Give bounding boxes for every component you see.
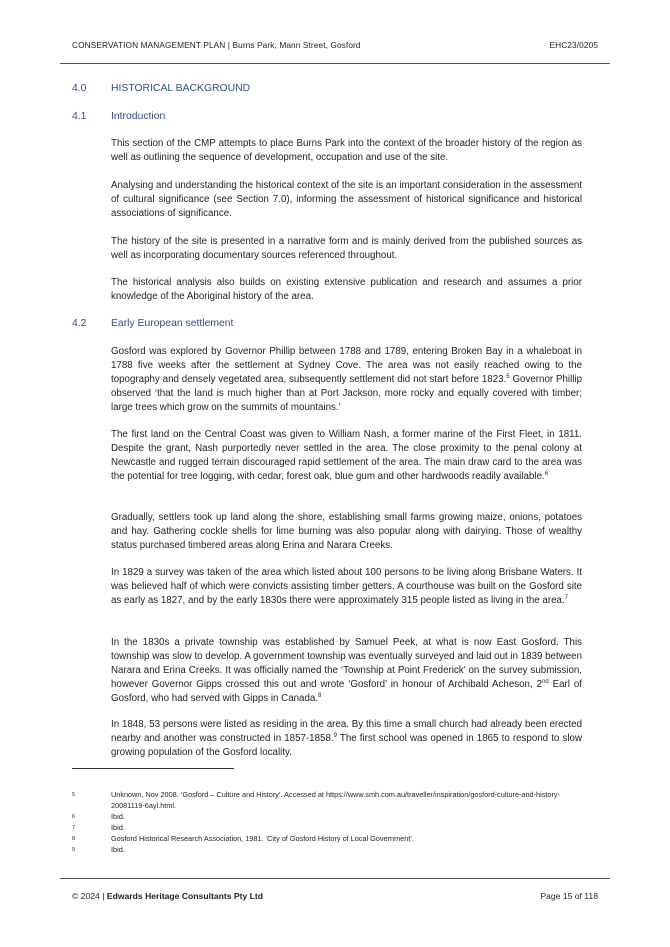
subsection-number: 4.1 xyxy=(72,111,87,122)
footnote-number: 8 xyxy=(72,836,75,842)
footnote-ref[interactable]: 8 xyxy=(318,693,322,700)
footnote-number: 7 xyxy=(72,825,75,831)
page-footer xyxy=(72,891,598,901)
footnote-ref[interactable]: 5 xyxy=(506,373,510,380)
footnote-text: Gosford Historical Research Association, 1981. ‘City of Gosford History of Local Government’. xyxy=(111,834,414,843)
header-title: CONSERVATION MANAGEMENT PLAN | Burns Park, Mann Street, Gosford xyxy=(72,40,361,50)
paragraph: In 1848, 53 persons were listed as residing in the area. By this time a small church had already been erected nearby and another was constructed in 1857-1858.$^9$ The first school was opened in 1865 to respond to slow growing population of the Gosford locality. xyxy=(111,719,582,759)
footer-copyright: © 2024 | Edwards Heritage Consultants Pty Ltd xyxy=(72,891,264,901)
footnote-number: 9 xyxy=(72,847,75,853)
subsection-heading-introduction xyxy=(72,111,165,122)
header-rule xyxy=(60,63,610,64)
footnote-text: Ibid. xyxy=(111,812,125,821)
paragraph: The first land on the Central Coast was given to William Nash, a former marine of the First Fleet, in 1811. Despite the grant, Nash purportedly never settled in the area. The close proximity to the penal colony at Newcastle and rugged terrain discouraged rapid settlement of the area. The main draw card to the area was the potential for tree logging, with cedar, forest oak, blue gum and other hardwoods readily available.$^6$ xyxy=(111,429,582,483)
footnote xyxy=(72,845,582,856)
paragraph: Gradually, settlers took up land along the shore, establishing small farms growing maize, onions, potatoes and hay. Gathering cockle shells for lime burning was also popular along with dairying. Those of wealthy status purchased timbered areas along Erina and Narara Creeks. xyxy=(111,512,582,552)
footnote-ref[interactable]: 9 xyxy=(333,732,337,739)
paragraph: The history of the site is presented in a narrative form and is mainly derived from the published sources as well as incorporating documentary sources referenced throughout. xyxy=(111,236,582,262)
footnote-ref[interactable]: 6 xyxy=(544,471,548,478)
footnote-number: 6 xyxy=(72,814,75,820)
footnote-text: Ibid. xyxy=(111,823,125,832)
footnote xyxy=(72,812,582,823)
paragraph: In 1829 a survey was taken of the area which listed about 100 persons to be living along Brisbane Waters. It was believed half of which were convicts assisting timber getters. A courthouse was built on the Gosford site as early as 1827, and by the early 1830s there were approximately 315 people listed as living in the area.$^7$ xyxy=(111,567,582,607)
footnote-text: Ibid. xyxy=(111,845,125,854)
section-title: HISTORICAL BACKGROUND xyxy=(111,83,251,94)
footer-rule xyxy=(60,878,610,879)
footnote-text: Unknown, Nov 2008. ‘Gosford – Culture and History’. Accessed at https://www.smh.com.au/traveller/inspiration/gosford-culture-and-history-20081119-6ayl.html. xyxy=(111,790,560,810)
subsection-title: Early European settlement xyxy=(111,318,234,329)
section-number: 4.0 xyxy=(72,83,87,94)
footnote xyxy=(72,834,582,845)
page-header xyxy=(72,40,598,50)
footnote-separator xyxy=(72,768,234,769)
paragraph: Gosford was explored by Governor Phillip between 1788 and 1789, entering Broken Bay in a whaleboat in 1788 five weeks after the settlement at Sydney Cove. The area was not easily reached owing to the topography and densely vegetated area, subsequently settlement did not start before 1823.$^5$ Governor Phillip observed ‘that the land is much higher than at Port Jackson, more rocky and equally covered with timber; large trees which grow on the summits of mountains.’ xyxy=(111,346,582,414)
subsection-heading-settlement xyxy=(72,318,233,329)
footnote xyxy=(72,790,582,811)
subsection-title: Introduction xyxy=(111,111,166,122)
page-number: Page 15 of 118 xyxy=(540,891,598,901)
paragraph: Analysing and understanding the historical context of the site is an important consideration in the assessment of cultural significance (see Section 7.0), informing the assessment of historical significance and historical associations of significance. xyxy=(111,180,582,220)
paragraph: This section of the CMP attempts to place Burns Park into the context of the broader history of the region as well as outlining the sequence of development, occupation and use of the site. xyxy=(111,138,582,164)
footer-company: Edwards Heritage Consultants Pty Ltd xyxy=(106,891,264,901)
footnote-ref[interactable]: 7 xyxy=(564,594,568,601)
header-reference: EHC23/0205 xyxy=(549,40,598,50)
subsection-number: 4.2 xyxy=(72,318,87,329)
footnote xyxy=(72,823,582,834)
paragraph: In the 1830s a private township was established by Samuel Peek, at what is now East Gosford. This township was slow to develop. A government township was eventually surveyed and laid out in 1839 between Narara and Erina Creeks. It was officially named the ‘Township at Point Frederick’ on the survey submission, however Governor Gipps crossed this out and wrote ‘Gosford’ in honour of Archibald Acheson, 2nd Earl of Gosford, who had served with Gipps in Canada.$^8$ xyxy=(111,637,583,705)
paragraph: The historical analysis also builds on existing extensive publication and research and assumes a prior knowledge of the Aboriginal history of the area. xyxy=(111,277,582,303)
section-heading xyxy=(72,83,250,94)
footnote-number: 5 xyxy=(72,792,75,798)
